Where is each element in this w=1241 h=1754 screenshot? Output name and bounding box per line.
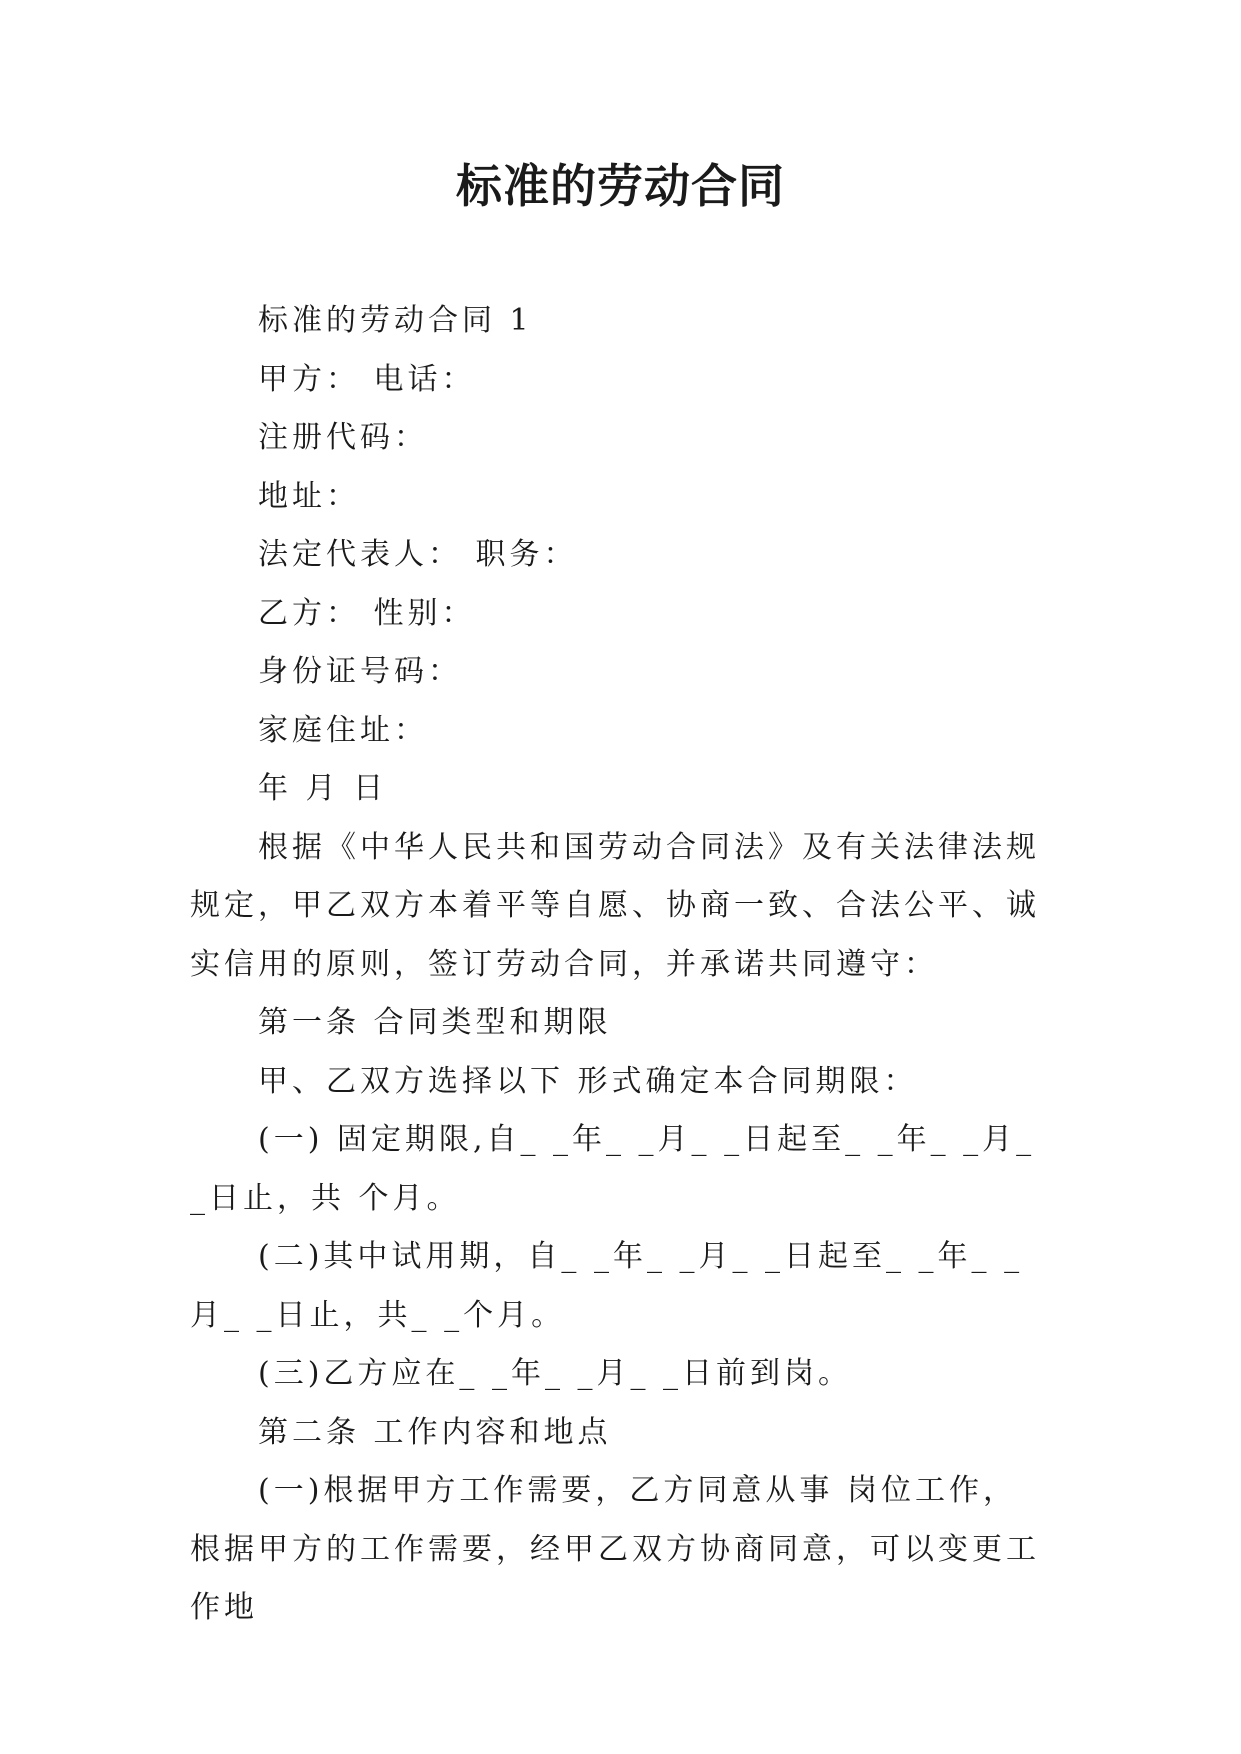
legal-representative-line: 法定代表人： 职务： <box>258 537 578 572</box>
job-content-clause: (一)根据甲方工作需要，乙方同意从事 岗位工作， 根据甲方的工作需要，经甲乙双方协商同意，可以变更工作地 <box>190 1473 1040 1625</box>
id-number-line: 身份证号码： <box>258 654 462 689</box>
address-line: 地址： <box>258 478 360 514</box>
probation-clause: (二)其中试用期，自_ _年_ _月_ _日起至_ _年_ _月_ _日止，共_ _个月。 <box>190 1239 1024 1333</box>
article-2-heading: 第二条 工作内容和地点 <box>258 1414 612 1450</box>
preamble-paragraph: 根据《中华人民共和国劳动合同法》及有关法律法规规定，甲乙双方本着平等自愿、协商一致、合法公平、诚实信用的原则，签订劳动合同，并承诺共同遵守： <box>190 829 1040 982</box>
fixed-term-clause: (一) 固定期限,自_ _年_ _月_ _日起至_ _年_ _月_ _日止，共 个月。 <box>190 1122 1036 1216</box>
article-1-heading: 第一条 合同类型和期限 <box>258 1005 612 1040</box>
term-selection-paragraph: 甲、乙双方选择以下 形式确定本合同期限： <box>258 1063 918 1099</box>
registration-code-line: 注册代码： <box>258 420 428 455</box>
party-a-phone-line: 甲方： 电话： <box>258 361 476 397</box>
document-title: 标准的劳动合同 <box>456 159 785 213</box>
party-b-gender-line: 乙方： 性别： <box>258 595 476 631</box>
contract-heading-line: 标准的劳动合同 1 <box>258 303 533 338</box>
date-line: 年 月 日 <box>258 771 388 806</box>
start-date-clause: (三)乙方应在_ _年_ _月_ _日前到岗。 <box>258 1356 853 1391</box>
home-address-line: 家庭住址： <box>258 712 428 748</box>
document-body <box>190 292 1054 1638</box>
